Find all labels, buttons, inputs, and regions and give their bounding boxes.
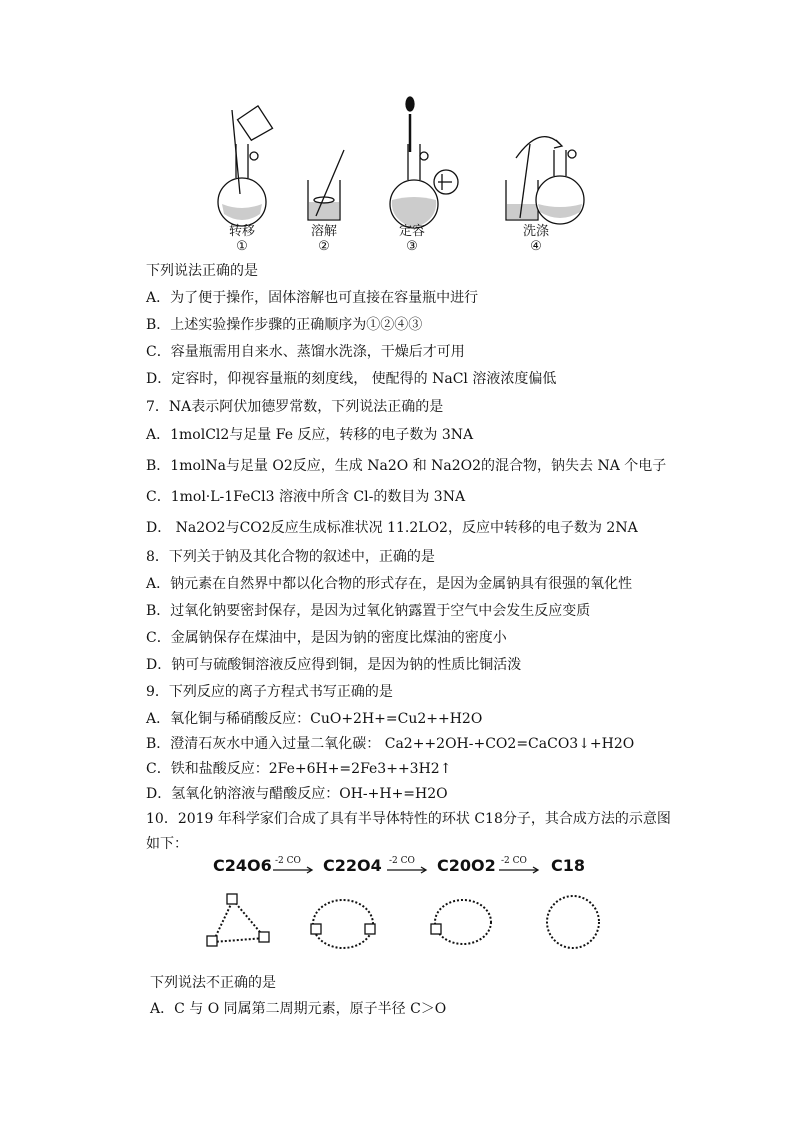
arrow-label-1: -2 CO (275, 856, 301, 866)
q8-option-a: A．钠元素在自然界中都以化合物的形式存在，是因为金属钠具有很强的氧化性 (146, 576, 633, 592)
q8-option-c: C．金属钠保存在煤油中，是因为钠的密度比煤油的密度小 (146, 630, 507, 646)
q8-option-b: B．过氧化钠要密封保存，是因为过氧化钠露置于空气中会发生反应变质 (146, 603, 591, 619)
q9-option-c: C．铁和盐酸反应：2Fe+6H+=2Fe3++3H2↑ (146, 761, 452, 777)
arrow-label-3: -2 CO (501, 856, 527, 866)
step-2-caption: 溶解 ② (310, 224, 337, 254)
formula-c24o6: C24O6 (213, 856, 272, 875)
apparatus-figure (210, 94, 590, 258)
step-4-caption: 洗涤 ④ (522, 224, 549, 254)
step-3-caption: 定容 ③ (398, 224, 425, 254)
q6-option-c: C．容量瓶需用自来水、蒸馏水洗涤，干燥后才可用 (146, 344, 465, 360)
q8-stem: 8．下列关于钠及其化合物的叙述中，正确的是 (146, 549, 435, 565)
arrow-label-2: -2 CO (389, 856, 415, 866)
formula-c20o2: C20O2 (437, 856, 496, 875)
q10-after: 下列说法不正确的是 (150, 975, 276, 991)
q6-option-b: B．上述实验操作步骤的正确顺序为①②④③ (146, 317, 423, 333)
q9-option-b: B．澄清石灰水中通入过量二氧化碳： Ca2++2OH-+CO2=CaCO3↓+H2O (146, 736, 635, 752)
q10-stem-cont: 如下： (146, 836, 188, 852)
q9-option-a: A．氧化铜与稀硝酸反应：CuO+2H+=Cu2++H2O (146, 711, 483, 727)
q8-option-d: D．钠可与硫酸铜溶液反应得到铜，是因为钠的性质比铜活泼 (146, 657, 522, 673)
q6-option-a: A．为了便于操作，固体溶解也可直接在容量瓶中进行 (146, 290, 479, 306)
q7-option-a: A．1molCl2与足量 Fe 反应，转移的电子数为 3NA (146, 427, 474, 443)
q7-option-d: D． Na2O2与CO2反应生成标准状况 11.2LO2，反应中转移的电子数为 2NA (146, 520, 638, 536)
q10-stem: 10．2019 年科学家们合成了具有半导体特性的环状 C18分子，其合成方法的示意图 (146, 811, 671, 827)
q7-option-b: B．1molNa与足量 O2反应，生成 Na2O 和 Na2O2的混合物，钠失去 NA 个电子 (146, 458, 667, 474)
c18-drawing (195, 850, 605, 960)
c18-synthesis-figure (195, 850, 605, 960)
q6-option-d: D．定容时，仰视容量瓶的刻度线， 使配得的 NaCl 溶液浓度偏低 (146, 371, 557, 387)
formula-c22o4: C22O4 (323, 856, 382, 875)
formula-c18: C18 (551, 856, 586, 875)
step-1-caption: 转移 ① (228, 224, 255, 254)
q9-option-d: D．氢氧化钠溶液与醋酸反应：OH-+H+=H2O (146, 786, 448, 802)
q10-option-a: A．C 与 O 同属第二周期元素，原子半径 C＞O (150, 1001, 447, 1017)
q7-option-c: C．1mol·L-1FeCl3 溶液中所含 Cl-的数目为 3NA (146, 489, 466, 505)
q7-stem: 7．NA表示阿伏加德罗常数，下列说法正确的是 (146, 399, 444, 415)
q9-stem: 9．下列反应的离子方程式书写正确的是 (146, 684, 393, 700)
q6-stem: 下列说法正确的是 (146, 263, 258, 279)
